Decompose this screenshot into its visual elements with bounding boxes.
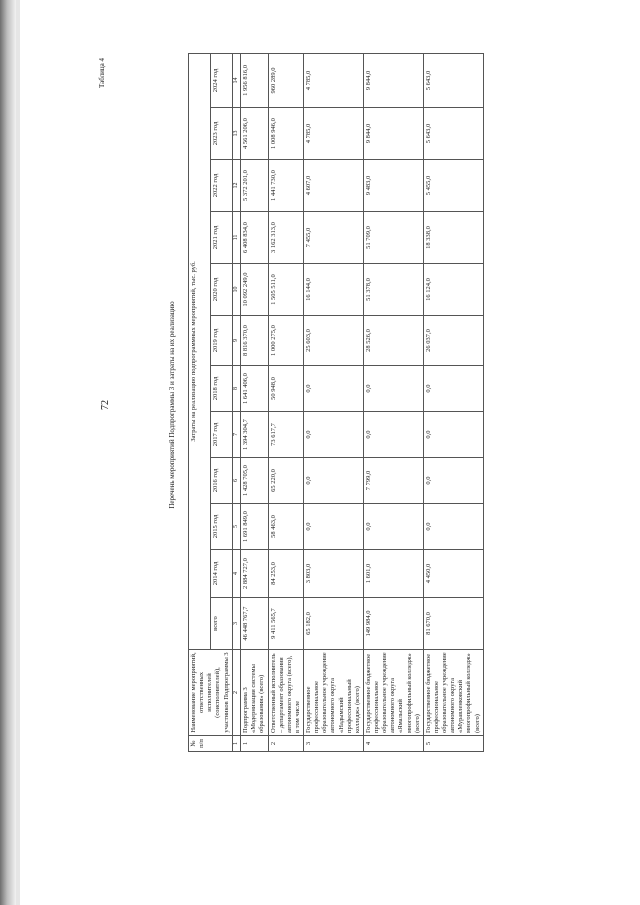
cost-cell: 0,0	[304, 458, 364, 504]
table-row	[241, 53, 268, 751]
header-num: № п/п	[189, 736, 233, 752]
row-name: Государственное бюджетное профессиональное образовательное учреждение автономного округа «Ямальский многопрофильный колледж» (всего)	[363, 650, 423, 736]
cost-cell: 51 709,0	[363, 212, 423, 264]
column-number: 6	[232, 458, 241, 504]
column-number: 11	[232, 212, 241, 264]
row-name: Государственное профессиональное образовательное учреждение автономного округа «Надымский профессиональный колледж» (всего)	[304, 650, 364, 736]
cost-cell: 0,0	[363, 366, 423, 412]
table-row	[268, 53, 304, 751]
row-number: 5	[423, 736, 483, 752]
cost-cell: 1 008 946,0	[268, 108, 304, 160]
cost-cell: 1 441 730,0	[268, 160, 304, 212]
cost-cell: 0,0	[363, 504, 423, 550]
header-year: 2018 год	[210, 366, 232, 412]
cost-cell: 46 448 767,7	[241, 598, 268, 650]
costs-table	[188, 53, 484, 752]
cost-cell: 0,0	[363, 412, 423, 458]
cost-cell: 25 603,0	[304, 316, 364, 366]
header-year: 2021 год	[210, 212, 232, 264]
row-name: Ответственный исполнитель – департамент образования автономного округа (всего), в том числе	[268, 650, 304, 736]
cost-cell: 9 844,0	[363, 108, 423, 160]
cost-cell: 149 984,0	[363, 598, 423, 650]
page-number: 72	[100, 400, 111, 410]
cost-cell: 0,0	[423, 366, 483, 412]
cost-cell: 9 844,0	[363, 53, 423, 107]
cost-cell: 58 463,0	[268, 504, 304, 550]
cost-cell: 2 884 727,0	[241, 550, 268, 598]
cost-cell: 3 162 313,0	[268, 212, 304, 264]
row-number: 3	[304, 736, 364, 752]
row-number: 1	[241, 736, 268, 752]
cost-cell: 5 455,0	[423, 160, 483, 212]
header-year: 2020 год	[210, 264, 232, 316]
table-caption: Перечень мероприятий Подпрограммы 3 и затраты на их реализацию	[168, 301, 176, 509]
column-number: 13	[232, 108, 241, 160]
cost-cell: 4 450,0	[423, 550, 483, 598]
column-number: 4	[232, 550, 241, 598]
cost-cell: 9 483,0	[363, 160, 423, 212]
cost-cell: 0,0	[304, 366, 364, 412]
cost-cell: 1 641 406,0	[241, 366, 268, 412]
cost-cell: 1 691 849,0	[241, 504, 268, 550]
header-years-row	[210, 53, 232, 751]
cost-cell: 51 378,0	[363, 264, 423, 316]
cost-cell: 65 182,0	[304, 598, 364, 650]
header-year: 2022 год	[210, 160, 232, 212]
cost-cell: 73 617,7	[268, 412, 304, 458]
column-number: 1	[232, 736, 241, 752]
column-number: 14	[232, 53, 241, 107]
cost-cell: 7 799,0	[363, 458, 423, 504]
cost-cell: 1 394 304,7	[241, 412, 268, 458]
cost-cell: 9 411 565,7	[268, 598, 304, 650]
row-name: Государственное бюджетное профессиональное образовательное учреждение автономного округа «Муравленковский многопрофильный колледж» (всего)	[423, 650, 483, 736]
column-number: 8	[232, 366, 241, 412]
header-costs: Затраты на реализацию подпрограммных мероприятий, тыс. руб.	[189, 53, 211, 649]
column-number: 2	[232, 650, 241, 736]
cost-cell: 1 000 275,0	[268, 316, 304, 366]
table-row	[423, 53, 483, 751]
row-number: 2	[268, 736, 304, 752]
cost-cell: 1 428 705,0	[241, 458, 268, 504]
cost-cell: 4 785,0	[304, 53, 364, 107]
row-name: Подпрограмма 3 «Модернизация системы образования» (всего)	[241, 650, 268, 736]
header-name: Наименование мероприятий, ответственных исполнителей (соисполнителей), участников Подпрограммы 3	[189, 650, 233, 736]
cost-cell: 0,0	[423, 504, 483, 550]
cost-cell: 28 526,0	[363, 316, 423, 366]
column-number: 3	[232, 598, 241, 650]
cost-cell: 50 948,0	[268, 366, 304, 412]
column-number: 5	[232, 504, 241, 550]
cost-cell: 4 607,0	[304, 160, 364, 212]
header-year: 2014 год	[210, 550, 232, 598]
cost-cell: 5 643,0	[423, 108, 483, 160]
cost-cell: 0,0	[304, 412, 364, 458]
cost-cell: 8 816 370,0	[241, 316, 268, 366]
cost-cell: 81 670,0	[423, 598, 483, 650]
cost-cell: 0,0	[423, 458, 483, 504]
column-number: 9	[232, 316, 241, 366]
column-number: 12	[232, 160, 241, 212]
cost-cell: 0,0	[304, 504, 364, 550]
table-row	[363, 53, 423, 751]
cost-cell: 16 124,0	[423, 264, 483, 316]
column-number: 7	[232, 412, 241, 458]
header-year: 2016 год	[210, 458, 232, 504]
header-year: 2023 год	[210, 108, 232, 160]
cost-cell: 1 505 511,0	[268, 264, 304, 316]
cost-cell: 5 372 201,0	[241, 160, 268, 212]
cost-cell: 16 144,0	[304, 264, 364, 316]
cost-cell: 1 601,0	[363, 550, 423, 598]
cost-cell: 960 289,0	[268, 53, 304, 107]
cost-cell: 6 408 834,0	[241, 212, 268, 264]
table-row	[304, 53, 364, 751]
cost-cell: 5 643,0	[423, 53, 483, 107]
rotated-page	[90, 50, 630, 760]
cost-cell: 1 956 816,0	[241, 53, 268, 107]
header-year: 2024 год	[210, 53, 232, 107]
scan-shadow	[0, 0, 16, 905]
cost-cell: 65 220,0	[268, 458, 304, 504]
header-year: 2015 год	[210, 504, 232, 550]
header-year: 2019 год	[210, 316, 232, 366]
cost-cell: 84 253,0	[268, 550, 304, 598]
cost-cell: 3 803,0	[304, 550, 364, 598]
header-year: всего	[210, 598, 232, 650]
cost-cell: 7 455,0	[304, 212, 364, 264]
table-label: Таблица 4	[98, 58, 106, 88]
table-body	[241, 53, 484, 751]
cost-cell: 4 785,0	[304, 108, 364, 160]
cost-cell: 0,0	[423, 412, 483, 458]
header-year: 2017 год	[210, 412, 232, 458]
scan-edge	[16, 0, 20, 905]
header-row-1	[189, 53, 211, 751]
cost-cell: 4 561 206,0	[241, 108, 268, 160]
cost-cell: 10 092 249,0	[241, 264, 268, 316]
column-number: 10	[232, 264, 241, 316]
row-number: 4	[363, 736, 423, 752]
cost-cell: 26 037,0	[423, 316, 483, 366]
cost-cell: 18 338,0	[423, 212, 483, 264]
column-numbers-row	[232, 53, 241, 751]
